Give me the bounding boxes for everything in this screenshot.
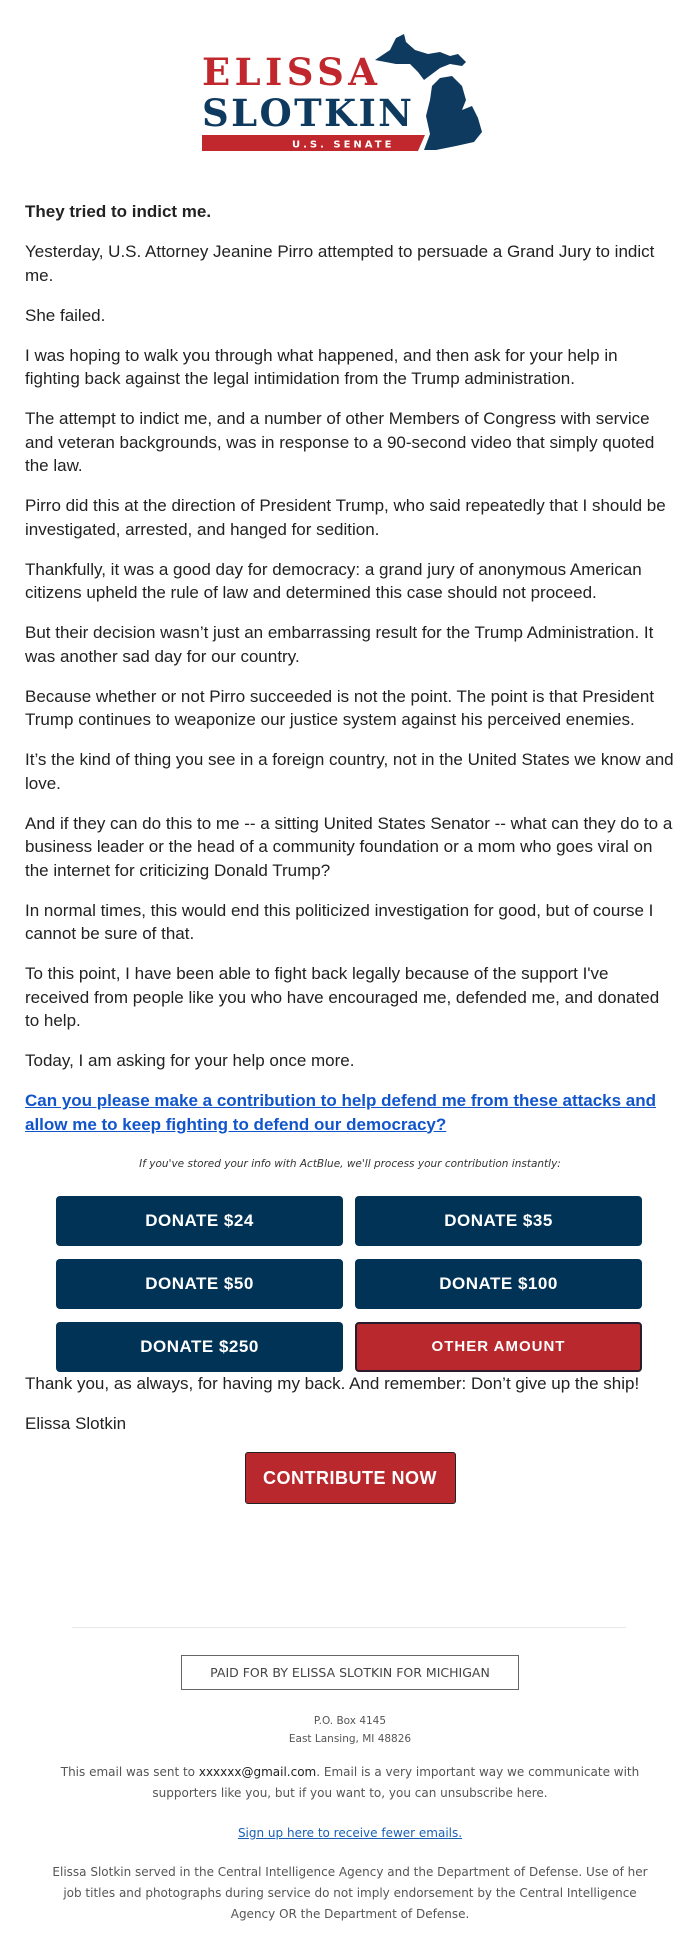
paragraph: The attempt to indict me, and a number of other Members of Congress with service and veteran backgrounds, was in response to a 90-second video that simply quoted the law. — [25, 409, 655, 475]
donate-24-button[interactable]: DONATE $24 — [56, 1196, 343, 1246]
contribute-now-button[interactable]: CONTRIBUTE NOW — [245, 1452, 456, 1504]
paragraph: Because whether or not Pirro succeeded is not the point. The point is that President Trump continues to weaponize our justice system against his perceived enemies. — [25, 686, 655, 729]
logo-tagline: U.S. SENATE — [292, 139, 395, 151]
sent-prefix: This email was sent to — [60, 1765, 199, 1779]
footer — [50, 1655, 650, 1925]
contribution-ask-link[interactable]: Can you please make a contribution to help defend me from these attacks and allow me to keep fighting to defend our democracy? — [25, 1091, 657, 1134]
paragraph: I was hoping to walk you through what happened, and then ask for your help in fighting back against the legal intimidation from the Trump administration. — [25, 345, 618, 388]
paragraph: But their decision wasn’t just an embarrassing result for the Trump Administration. It was another sad day for our country. — [25, 623, 654, 666]
logo-line2: SLOTKIN — [202, 91, 412, 135]
email-headline: They tried to indict me. — [25, 202, 212, 221]
donate-250-button[interactable]: DONATE $250 — [56, 1322, 343, 1372]
address-line2: East Lansing, MI 48826 — [288, 1733, 412, 1745]
actblue-note: If you've stored your info with ActBlue, we'll process your contribution instantly: — [139, 1157, 561, 1170]
service-disclaimer: Elissa Slotkin served in the Central Intelligence Agency and the Department of Defense. Use of her job titles and photographs during service do not imply endorsement by the Central Intelligence Agency OR the Department of Defense. — [52, 1865, 648, 1921]
paragraph: Today, I am asking for your help once more. — [25, 1051, 355, 1070]
footer-divider — [72, 1627, 626, 1628]
donate-35-button[interactable]: DONATE $35 — [355, 1196, 642, 1246]
paragraph: It’s the kind of thing you see in a foreign country, not in the United States we know and love. — [25, 750, 674, 793]
paragraph: To this point, I have been able to fight back legally because of the support I've received from people like you who have encouraged me, defended me, and donated to help. — [25, 964, 660, 1030]
slotkin-logo — [200, 28, 500, 158]
email-body — [25, 200, 675, 1504]
mailing-address — [50, 1712, 650, 1748]
fewer-emails-link[interactable]: Sign up here to receive fewer emails. — [237, 1826, 463, 1840]
paragraph: Yesterday, U.S. Attorney Jeanine Pirro attempted to persuade a Grand Jury to indict me. — [25, 242, 655, 285]
recipient-email: xxxxxx@gmail.com — [198, 1765, 317, 1779]
other-amount-button[interactable]: OTHER AMOUNT — [355, 1322, 642, 1372]
paragraph: And if they can do this to me -- a sitting United States Senator -- what can they do to a business leader or the head of a community foundation or a mom who goes viral on the internet for criticizing Donald Trump? — [25, 813, 673, 880]
donate-50-button[interactable]: DONATE $50 — [56, 1259, 343, 1309]
donate-100-button[interactable]: DONATE $100 — [355, 1259, 642, 1309]
paid-for-disclaimer: PAID FOR BY ELISSA SLOTKIN FOR MICHIGAN — [181, 1655, 519, 1690]
closing-text: Thank you, as always, for having my back. And remember: Don’t give up the ship! — [25, 1374, 640, 1393]
address-line1: P.O. Box 4145 — [313, 1715, 387, 1727]
sent-to-notice — [50, 1762, 650, 1804]
paragraph: Pirro did this at the direction of President Trump, who said repeatedly that I should be investigated, arrested, and hanged for sedition. — [25, 496, 666, 539]
sent-suffix[interactable]: . Email is a very important way we communicate with supporters like you, but if you want to, you can unsubscribe here. — [152, 1765, 640, 1800]
donate-button-grid — [56, 1196, 675, 1372]
paragraph: Thankfully, it was a good day for democracy: a grand jury of anonymous American citizens upheld the rule of law and determined this case should not proceed. — [25, 559, 642, 602]
signature: Elissa Slotkin — [25, 1414, 127, 1433]
paragraph: In normal times, this would end this politicized investigation for good, but of course I cannot be sure of that. — [25, 900, 654, 943]
paragraph: She failed. — [25, 305, 106, 325]
logo-line1: ELISSA — [202, 50, 377, 94]
